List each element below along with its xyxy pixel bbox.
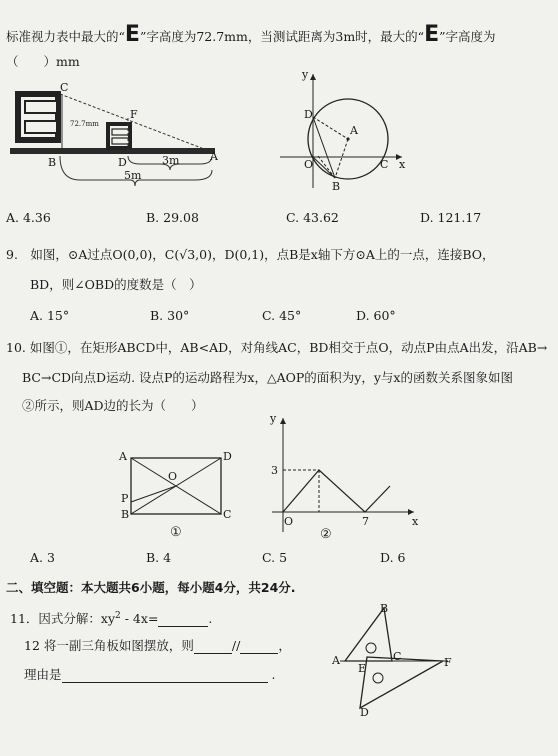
fig8-dist-3m: 3m (162, 154, 180, 167)
q10-option-b: B. 4 (146, 550, 172, 565)
fig10-caption-2: ② (320, 527, 332, 542)
q10-option-c: C. 5 (262, 550, 288, 565)
fig10b-label-y: y (270, 412, 277, 425)
fig10b-label-3: 3 (271, 464, 278, 477)
fig10-label-a: A (119, 450, 127, 463)
letter-e-2: E (424, 22, 440, 47)
fig9-label-b: B (332, 180, 341, 193)
fig9-label-d: D (304, 108, 313, 121)
fig10b-label-x: x (412, 515, 419, 528)
q10-stem-line2: BC→CD向点D运动. 设点P的运动路程为x，△AOP的面积为y，y与x的函数关系图象如图 (22, 370, 513, 385)
q11-line (10, 608, 212, 627)
fig9-label-x: x (399, 158, 406, 171)
q9-stem-line2: BD，则∠OBD的度数是（ ） (30, 277, 202, 292)
fig10-label-b: B (121, 508, 130, 521)
q12-text-d: 理由是 (24, 667, 62, 682)
q12-triangles-figure (330, 602, 460, 719)
q11-text-b: - 4x= (120, 611, 159, 627)
fig9-label-a: A (350, 124, 358, 137)
q10-option-a: A. 3 (30, 550, 55, 565)
q8-option-b: B. 29.08 (146, 210, 199, 225)
q10-option-d: D. 6 (380, 550, 406, 565)
fig9-label-o: O (304, 158, 314, 171)
q8-option-d: D. 121.17 (420, 210, 482, 225)
q11-exponent: 2 (115, 611, 121, 621)
q10-stem-line1: 10. 如图①，在矩形ABCD中，AB<AD，对角线AC，BD相交于点O，动点P由点A出发，沿AB→ (6, 340, 548, 355)
fig12-label-a: A (332, 654, 340, 667)
fig12-label-d: D (360, 706, 369, 719)
fig12-label-e: E (358, 662, 367, 675)
fig10-label-o: O (168, 470, 178, 483)
q9-option-b: B. 30° (150, 308, 190, 323)
q11-answer-blank[interactable] (158, 610, 208, 627)
fig8-dist-5m: 5m (124, 169, 142, 182)
q10-stem-line3: ②所示，则AD边的长为（ ） (22, 398, 204, 413)
q8-line1 (6, 24, 496, 46)
fig10b-label-7: 7 (362, 515, 369, 528)
q12-answer-blank-1[interactable] (194, 637, 232, 654)
q8-option-c: C. 43.62 (286, 210, 339, 225)
q9-option-c: C. 45° (262, 308, 302, 323)
q8-text-b: ”字高度为72.7mm，当测试距离为3m时，最大的“ (139, 29, 425, 44)
fig12-label-b: B (380, 602, 389, 615)
q10-rectangle-figure (110, 440, 240, 540)
q11-text-c: . (208, 611, 213, 627)
q8-option-a: A. 4.36 (6, 210, 51, 225)
fig10-label-c: C (223, 508, 232, 521)
fig8-height-label: 72.7mm (70, 120, 99, 128)
fig10b-label-o: O (284, 515, 294, 528)
fig10-caption-1: ① (170, 525, 182, 540)
fig10-label-p: P (121, 492, 129, 505)
q11-text-a: 11．因式分解：xy (10, 611, 116, 627)
fig8-label-a: A (210, 150, 218, 163)
q12-reason-blank[interactable] (62, 666, 268, 683)
q12-text-c: ， (278, 638, 291, 653)
q9-stem-line1: 9. 如图，⊙A过点O(0,0)，C(√3,0)，D(0,1)，点B是x轴下方⊙A上的一点，连接BO， (6, 247, 495, 262)
q12-line1 (24, 637, 291, 654)
fig9-label-c: C (380, 158, 389, 171)
section-fill-in-heading: 二、填空题：本大题共6小题，每小题4分，共24分. (6, 580, 296, 595)
letter-e-1: E (124, 22, 140, 47)
q8-line2: （ ）mm (6, 54, 80, 69)
q12-line2 (24, 666, 276, 683)
q9-option-a: A. 15° (30, 308, 70, 323)
fig8-label-f: F (130, 108, 138, 121)
q8-text-a: 标准视力表中最大的“ (6, 29, 125, 44)
fig8-label-c: C (60, 81, 69, 94)
fig12-label-c: C (393, 650, 402, 663)
fig8-label-d: D (118, 156, 127, 169)
fig9-label-y: y (302, 68, 309, 81)
q12-parallel-sign: // (231, 638, 241, 653)
q9-option-d: D. 60° (356, 308, 396, 323)
q9-circle-figure (280, 68, 410, 193)
q8-text-c: ”字高度为 (439, 29, 496, 44)
q12-text-a: 12 将一副三角板如图摆放，则 (24, 638, 194, 653)
q8-eye-chart-figure (0, 80, 230, 190)
fig10-label-d: D (223, 450, 232, 463)
q12-text-e: . (271, 667, 276, 682)
fig8-label-b: B (48, 156, 57, 169)
fig12-label-f: F (444, 656, 452, 669)
q12-answer-blank-2[interactable] (240, 637, 278, 654)
q10-graph-figure (262, 410, 422, 540)
